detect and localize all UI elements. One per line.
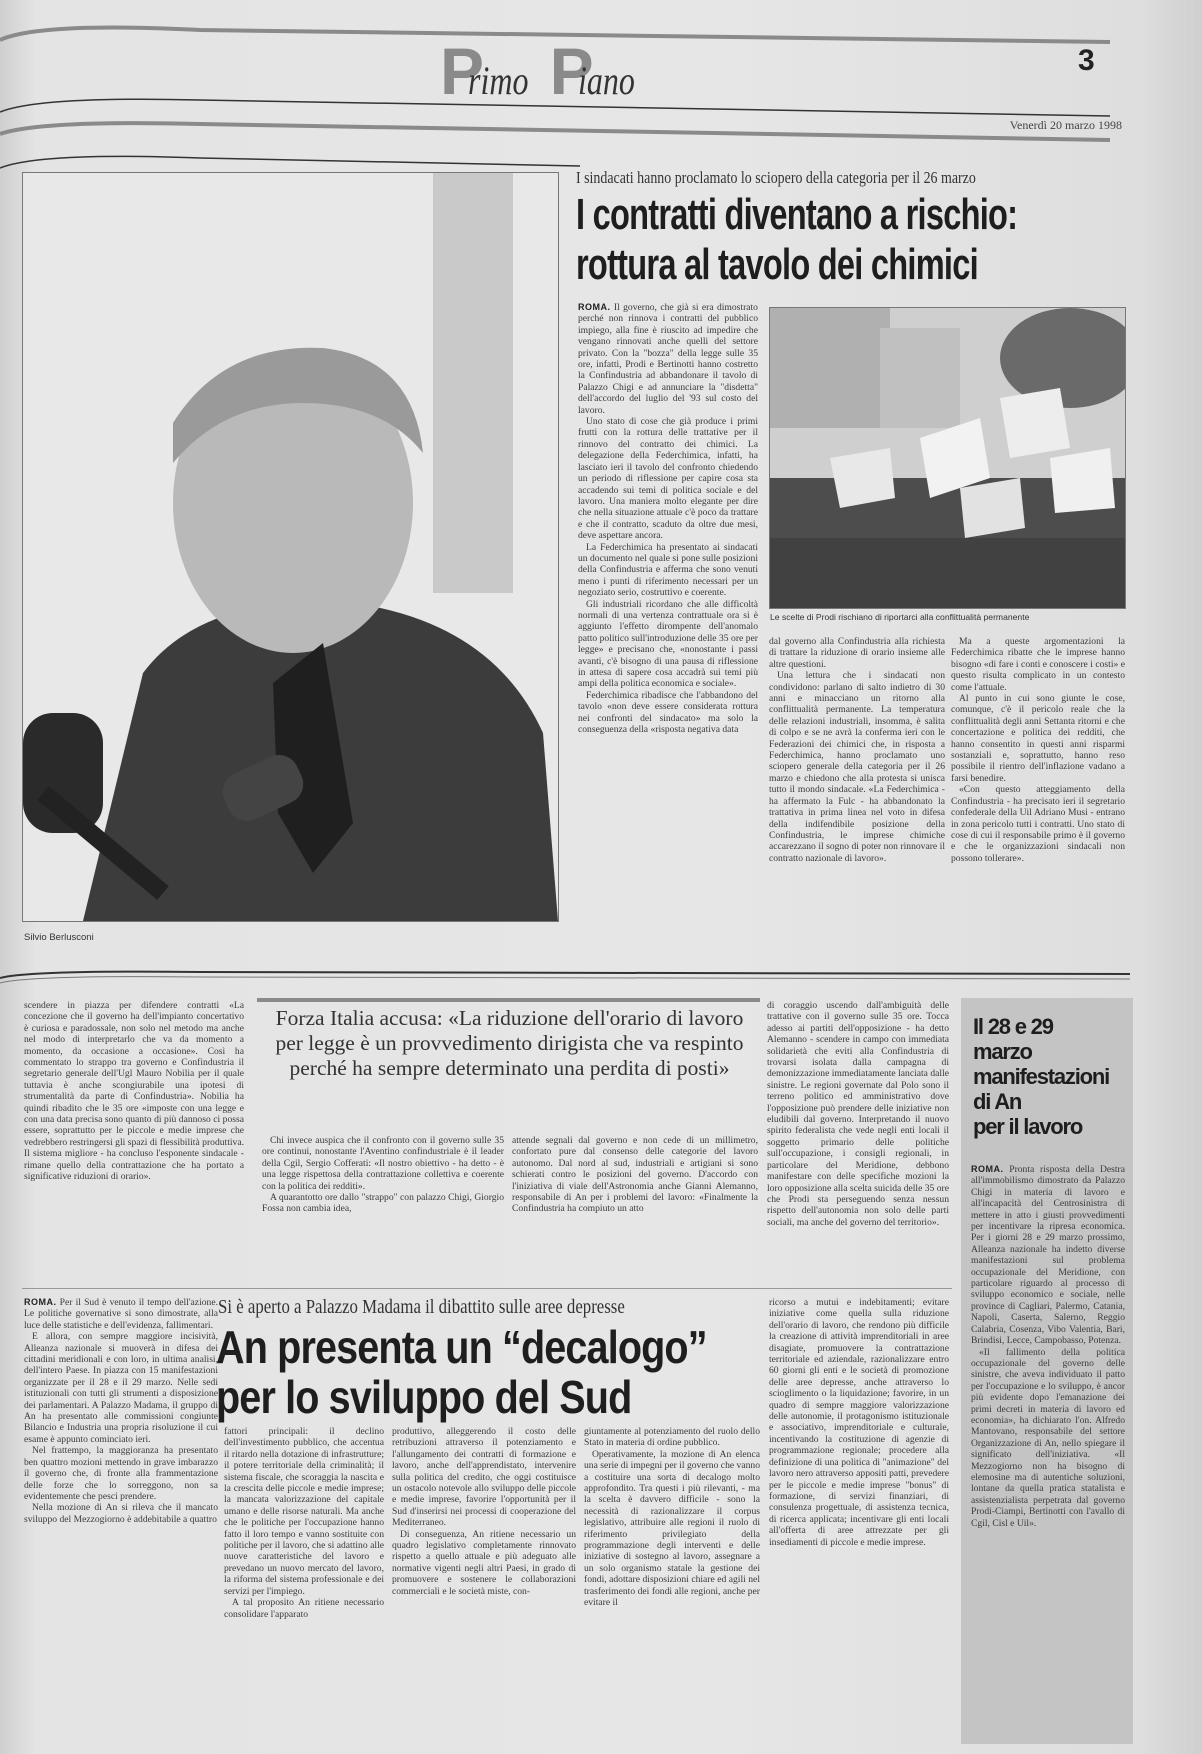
forza-italia-headline: Forza Italia accusa: «La riduzione dell'orario di lavoro per legge è un provvedimento dirigista che va respinto perché ha sempre determinato una perdita di posti» — [275, 1006, 744, 1080]
page-number: 3 — [1078, 44, 1095, 77]
box-rule — [257, 998, 760, 1002]
paragraph: Nel frattempo, la maggioranza ha presentato ben quattro mozioni mettendo in grave imbarazzo il governo che, di fronte alla frammentazione delle forze che lo sorreggono, non sa evidentemente che pesci prendere. — [24, 1445, 218, 1502]
paragraph: Gli industriali ricordano che alle difficoltà normali di una vertenza contrattuale ora si è aggiunto l'effetto dirompente dell'anomalo patto politico sull'introduzione delle 35 ore per legge» e precisano che, «nonostante i passi avanti, c'è bisogno di una pausa di riflessione in attesa di sapere cosa accadrà sui temi più ampi della politica economica e sociale». — [578, 598, 758, 690]
sud-column-1 — [224, 1426, 384, 1744]
main-headline-line1: I contratti diventano a rischio: — [576, 190, 1018, 239]
photo-caption: Silvio Berlusconi — [24, 932, 94, 943]
forza-italia-column-b — [512, 1135, 758, 1270]
paragraph: di coraggio uscendo dall'ambiguità delle trattative con il governo sulle 35 ore. Tocca adesso ai partiti dell'opposizione - ha detto Alemanno - scendere in campo con immediata solidarietà che eviti alla Confindustria di trovarsi isolata dalla campagna di demonizzazione immediatamente lanciata dalle sinistre. Le regioni governate dal Polo sono il terreno politico ed amministrativo dove l'opposizione può prendere delle iniziative non eludibili dal governo. Interpretando il nuovo spirito federalista che vede negli enti locali il soggetto primario delle politiche sull'occupazione, i consigli regionali, in particolare del Meridione, debbono manifestare con delle specifiche mozioni la loro opposizione alla scelta suicida delle 35 ore che Prodi sta perseguendo senza nessun rispetto dell'autonomia non solo delle parti sociali, ma anche del governo del territorio». — [767, 1000, 949, 1228]
paragraph: scendere in piazza per difendere contratti «La concezione che il governo ha dell'impianto concertativo è curiosa e paradossale, non solo nel metodo ma anche nel modo di interpretarlo che va da momento a momento, da occasione a occasione». Così ha commentato lo strappo tra governo e Confindustria il segretario generale dell'Ugl Mauro Nobilia per il quale tuttavia è anche scongiurabile una ipotesi di strumentalità da parte di Confindustria». Nobilia ha quindi ribadito che le 35 ore «imposte con una legge e con una data precisa sono quanto di più dannoso ci possa essere, soprattutto per le piccole e medie imprese che vedrebbero restringersi gli spazi di flessibilità produttiva. Il sistema migliore - ha concluso l'esponente sindacale - rimane quello della contrattazione che ha portato a significative riduzioni di orario». — [24, 1000, 244, 1183]
masthead-word: iano — [577, 58, 635, 103]
sud-left-column — [24, 1297, 218, 1744]
paragraph: Il governo, che già si era dimostrato perché non rinnova i contratti del pubblico impiego, alla fine è riuscito ad impedire che vengano rinnovati anche quelli del settore privato. Con la "bozza" della legge sulle 35 ore, infatti, Prodi e Bertinotti hanno costretto la Confindustria ad abbandonare il tavolo di Palazzo Chigi e ad annunciare la "disdetta" dell'accordo del luglio del '93 sul costo del lavoro. — [578, 302, 758, 416]
crowd-image — [770, 308, 1125, 608]
paragraph: «Il fallimento della politica occupazionale del governo delle sinistre, che aveva individuato il patto per l'occupazione e lo sviluppo, è ancor più evidente dopo l'emanazione dei primi decreti in materia di lavoro ed economia», ha dichiarato l'on. Alfredo Mantovano, responsabile del settore Organizzazione di An, nello spiegare il significato dell'iniziativa. «Il Mezzogiorno non ha bisogno di elemosine ma di autentiche soluzioni, lontane da quella pratica statalista e assistenzialista perpetrata dal governo Prodi-Ciampi, Bertinotti con l'avallo di Cgil, Cisl e Uil». — [971, 1346, 1125, 1529]
issue-date: Venerdì 20 marzo 1998 — [1009, 118, 1122, 132]
section-masthead — [440, 34, 720, 118]
paragraph: A quarantotto ore dallo "strappo" con palazzo Chigi, Giorgio Fossa non cambia idea, — [262, 1192, 504, 1215]
paragraph: «Con questo atteggiamento della Confindustria - ha precisato ieri il segretario confederale della Uil Adriano Musi - entrano in zona pericolo tutti i contratti. Uno stato di cose di cui il responsabile primo è il governo e che le organizzazioni sindacali non possono tollerare». — [951, 784, 1125, 864]
paragraph: Federchimica ribadisce che l'abbandono del tavolo «non deve essere considerata rottura nei confronti del sindacato» ma solo la conseguenza della «risposta negativa data — [578, 689, 758, 736]
dateline: ROMA. — [578, 302, 611, 312]
main-article-column-2 — [769, 636, 945, 956]
main-headline-line2: rottura al tavolo dei chimici — [576, 240, 978, 289]
paragraph: attende segnali dal governo e non cede di un millimetro, confortato pure dal consenso delle categorie del lavoro autonomo. Dal nord al sud, industriali e artigiani si sono schierati contro le posizioni del governo. D'accordo con l'iniziativa di viale dell'Astronomia anche Gianni Alemanno, responsabile di An per i problemi del lavoro: «Finalmente la Confindustria ha compiuto un atto — [512, 1135, 758, 1215]
forza-italia-left-column — [24, 1000, 244, 1265]
main-article-column-1 — [578, 302, 758, 957]
masthead-initial: P — [440, 34, 485, 108]
headline-line: per il lavoro — [973, 1114, 1083, 1139]
sidebar-text — [971, 1164, 1125, 1734]
masthead-word: rimo — [468, 58, 529, 103]
paragraph: A tal proposito An ritiene necessario consolidare l'apparato — [224, 1597, 384, 1620]
paragraph: Una lettura che i sindacati non condividono: parlano di salto indietro di 30 anni e minacciano un ritorno alla conflittualità permanente. La temperatura delle relazioni industriali, insomma, è salita di colpo e se ne avrà la conferma ieri con le Federazioni dei chimici che, in risposta a Federchimica, hanno proclamato uno sciopero generale della categoria per il 26 marzo e chiedono che alla protesta si unisca tutto il mondo sindacale. «La Federchimica - ha affermato la Fulc - ha abbandonato la trattativa in prima linea nel voto in difesa della indifendibile posizione della Confindustria, le imprese chimiche accarezzano il sogno di poter non rinnovare il contratto nazionale di lavoro». — [769, 670, 945, 864]
crowd-photo-caption: Le scelte di Prodi rischiano di riportarci alla conflittualità permanente — [770, 612, 1030, 622]
paragraph: Pronta risposta della Destra all'immobilismo dimostrato da Palazzo Chigi in materia di lavoro e all'incapacità del Centrosinistra di mettere in atto i giusti provvedimenti per incentivare la ripresa economica. Per i giorni 28 e 29 marzo prossimo, Alleanza nazionale ha indetto diverse manifestazioni sul problema occupazionale del Meridione, con particolare riguardo al processo di sviluppo economico e sociale, nelle province di Cagliari, Palermo, Catania, Napoli, Caserta, Salerno, Reggio Calabria, Cosenza, Vibo Valentia, Bari, Brindisi, Lecce, Campobasso, Potenza. — [971, 1164, 1125, 1347]
paragraph: Uno stato di cose che già produce i primi frutti con la rottura delle trattative per il rinnovo del contratto dei chimici. La delegazione della Federchimica, infatti, ha lasciato ieri il tavolo del confronto chiedendo un periodo di riflessione per capire cosa sta accadendo sui temi di politica sociale e del lavoro. Una maniera molto elegante per dire che nella situazione attuale c'è poco da trattare e che il contratto, scaduto da oltre due mesi, deve aspettare ancora. — [578, 416, 758, 542]
sud-column-3 — [584, 1426, 760, 1744]
paragraph: ricorso a mutui e indebitamenti; evitare iniziative come quella sulla riduzione dell'orario di lavoro, che rendono più difficile la creazione di attività imprenditoriali in aree disagiate, promuovere la contrattazione territoriale ed aziendale, razionalizzare entro 60 giorni gli enti e le società di promozione delle aree depresse, anche attraverso lo scioglimento o la liquidazione; favorire, in un quadro di sempre maggiore valorizzazione delle autonomie, il protagonismo istituzionale e associativo, imprenditoriale e culturale, incentivando la costituzione di agenzie di programmazione regionale; procedere alla definizione di una politica di "animazione" del lavoro nero attraverso appositi patti, prevedere per le piccole e medie imprese "bonus" di formazione, di servizi finanziari, di consulenza progettuale, di assistenza tecnica, di ricerca applicata; incentivare gli enti locali all'offerta di aree attrezzate per gli insediamenti di piccole e medie imprese. — [769, 1297, 949, 1548]
main-kicker: I sindacati hanno proclamato lo sciopero della categoria per il 26 marzo — [576, 168, 976, 187]
paragraph: Al punto in cui sono giunte le cose, comunque, c'è il pericolo reale che la conflittualità degli anni Settanta ritorni e che concertazione e politica dei redditi, che hanno consentito in questi anni risparmi sostanziali e, soprattutto, hanno reso possibile il rientro dell'inflazione vadano a farsi benedire. — [951, 693, 1125, 784]
paragraph: La Federchimica ha presentato ai sindacati un documento nel quale si pone sulle posizioni della Confindustria e afferma che sono venuti meno i punti di riferimento necessari per un negoziato serio, costruttivo e coerente. — [578, 541, 758, 599]
main-article-column-3 — [951, 636, 1125, 956]
paragraph: Chi invece auspica che il confronto con il governo sulle 35 ore continui, nonostante l'Aventino confindustriale è il leader della Cgil, Sergio Cofferati: «Il nostro obiettivo - ha detto - è una legge rispettosa della contrattazione collettiva e coerente con la politica dei redditi». — [262, 1135, 504, 1192]
paragraph: Operativamente, la mozione di An elenca una serie di impegni per il governo che vanno a costituire una sorta di decalogo molto approfondito. Tra questi i più rilevanti, - ma la scelta è davvero difficile - sono la necessità di razionalizzare il corpus legislativo, attribuire alle regioni il ruolo di riferimento privilegiato della programmazione degli interventi e delle iniziative di sostegno al lavoro, assegnare a un solo organismo statale la gestione dei fondi, adottare disposizioni chiare ed agili nel trasferimento dei fondi alle regioni, anche per evitare il — [584, 1448, 760, 1609]
dateline: ROMA. — [971, 1164, 1004, 1174]
section-divider — [0, 960, 1202, 990]
sud-headline-line2: per lo sviluppo del Sud — [216, 1371, 632, 1423]
paragraph: E allora, con sempre maggiore incisività, Alleanza nazionale si muoverà in difesa dei cittadini meridionali e con loro, in ultima analisi, dell'intero Paese. In piazza con 15 manifestazioni organizzate per il 28 e il 29 marzo. Nelle sedi istituzionali con tutti gli strumenti a disposizione dei parlamentari. A Palazzo Madama, il gruppo di An ha presentato alle commissioni congiunte Bilancio e Industria una propria risoluzione il cui esame è appunto cominciato ieri. — [24, 1331, 218, 1445]
an-sidebar-box — [961, 998, 1133, 1744]
sidebar-headline — [973, 1014, 1109, 1139]
paragraph: dal governo alla Confindustria alla richiesta di trattare la riduzione di orario insieme alle altre questioni. — [769, 636, 945, 670]
portrait-image — [23, 173, 558, 921]
forza-italia-column-c — [767, 1000, 949, 1270]
headline-line: di An — [973, 1089, 1022, 1114]
headline-line: marzo — [973, 1039, 1032, 1064]
dateline: ROMA. — [24, 1297, 57, 1307]
sud-headline-line1: An presenta un “decalogo” — [216, 1321, 707, 1373]
paragraph: giuntamente al potenziamento del ruolo dello Stato in materia di ordine pubblico. — [584, 1426, 760, 1449]
headline-line: manifestazioni — [973, 1064, 1110, 1089]
sud-column-2 — [392, 1426, 576, 1744]
paragraph: produttivo, alleggerendo il costo delle retribuzioni attraverso il potenziamento e l'allungamento dei contratti di formazione e lavoro, anche dell'apprendistato, intervenire sulla politica del credito, che oggi costituisce un ostacolo notevole allo sviluppo delle piccole e medie imprese, favorire l'opportunità per il Sud d'inserirsi nei processi di cooperazione del Mediterraneo. — [392, 1426, 576, 1529]
sud-column-4 — [769, 1297, 949, 1744]
rule — [22, 1288, 952, 1289]
sud-kicker: Si è aperto a Palazzo Madama il dibattito sulle aree depresse — [218, 1296, 625, 1318]
paragraph: Ma a queste argomentazioni la Federchimica ribatte che le imprese hanno bisogno «di fare i conti e conoscere i costi» e questo risulta complicato in un contesto come l'attuale. — [951, 636, 1125, 693]
paragraph: Per il Sud è venuto il tempo dell'azione. Le politiche governative si sono dimostrate, alla luce delle statistiche e dell'evidenza, fallimentari. — [24, 1297, 218, 1331]
forza-italia-column-a — [262, 1135, 504, 1270]
crowd-photo — [769, 307, 1126, 609]
headline-line: Il 28 e 29 — [973, 1014, 1053, 1039]
masthead-initial: P — [549, 34, 594, 108]
berlusconi-photo — [22, 172, 559, 922]
paragraph: Di conseguenza, An ritiene necessario un quadro legislativo completamente rinnovato rispetto a quello attuale e più adeguato alle normative vigenti negli altri Paesi, in grado di promuovere e sostenere le collaborazioni commerciali e le società miste, con- — [392, 1528, 576, 1597]
paragraph: Nella mozione di An si rileva che il mancato sviluppo del Mezzogiorno è addebitabile a quattro — [24, 1502, 218, 1525]
paragraph: fattori principali: il declino dell'investimento pubblico, che accentua il ritardo nella dotazione di infrastrutture; il potere territoriale della criminalità; il sistema fiscale, che scoraggia la nascita e la crescita delle piccole e medie imprese; la mancata valorizzazione del capitale umano e delle risorse naturali. Ma anche che le politiche per l'occupazione hanno fatto il loro tempo e vanno sostituite con politiche per il lavoro, che si adattino alle nuove caratteristiche del lavoro e prevedano un nuovo mercato del lavoro, la riforma del sistema professionale e dei servizi per l'impiego. — [224, 1426, 384, 1597]
